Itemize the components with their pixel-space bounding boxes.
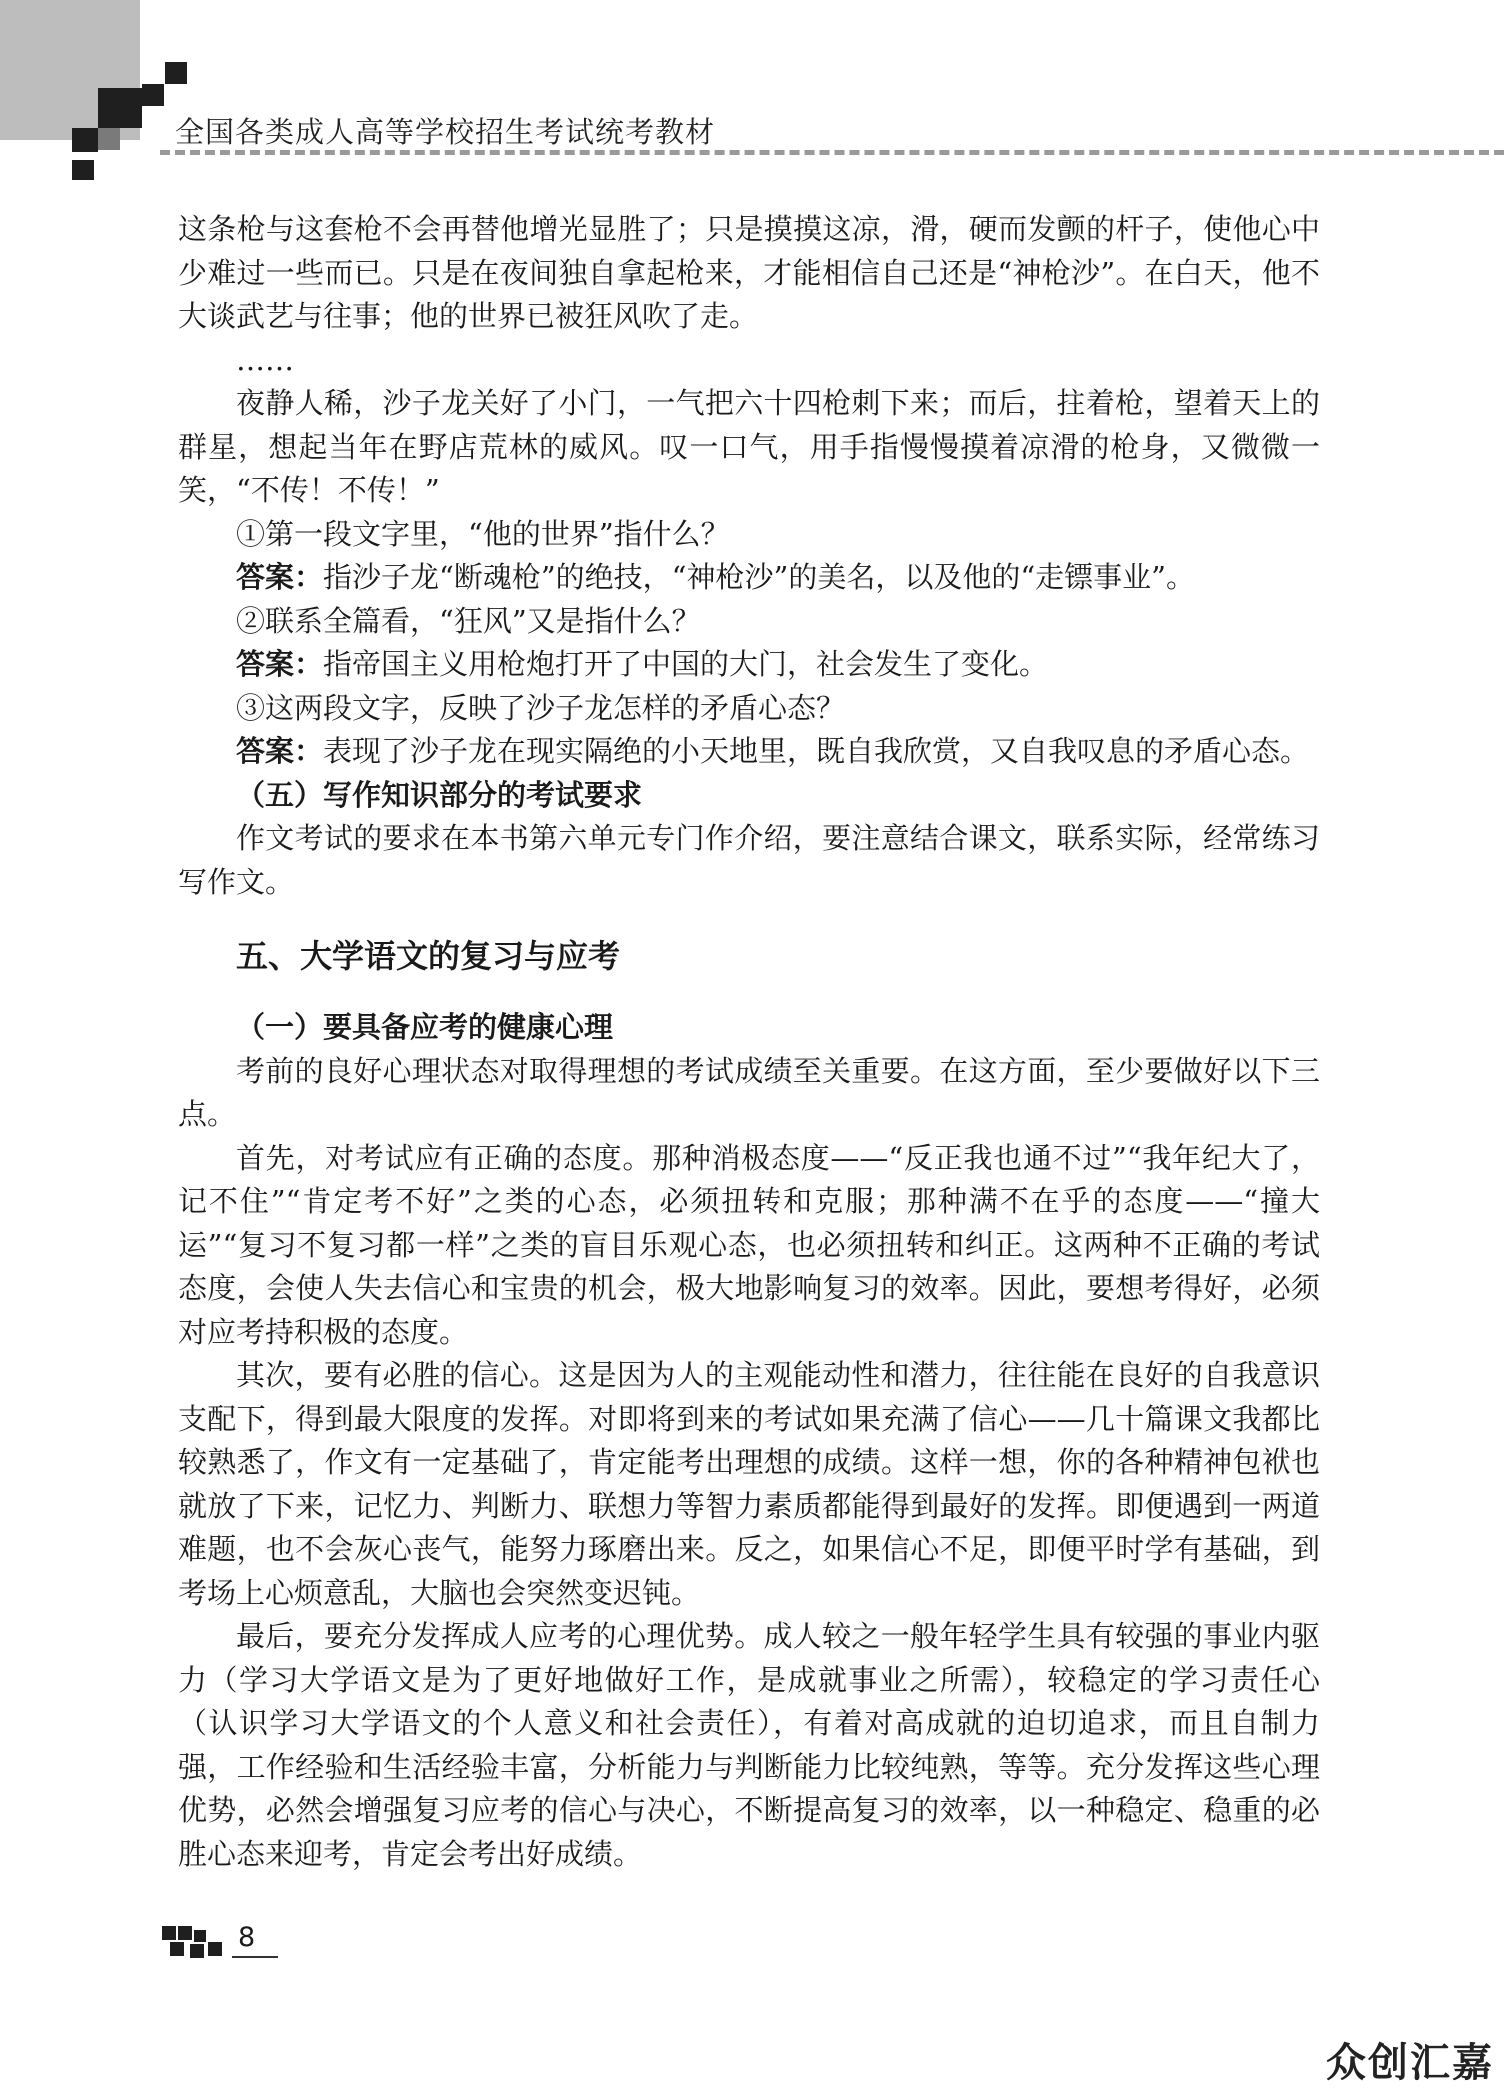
answer [178,730,1320,774]
header-title: 全国各类成人高等学校招生考试统考教材 [175,115,716,149]
answer [178,556,1320,600]
paragraph: 最后，要充分发挥成人应考的心理优势。成人较之一般年轻学生具有较强的事业内驱力（学习大学语文是为了更好地做好工作，是成就事业之所需），较稳定的学习责任心（认识学习大学语文的个人意义和社会责任），有着对高成就的迫切追求，而且自制力强，工作经验和生活经验丰富，分析能力与判断能力比较纯熟，等等。充分发挥这些心理优势，必然会增强复习应考的信心与决心，不断提高复习的效率，以一种稳定、稳重的必胜心态来迎考，肯定会考出好成绩。 [178,1619,1320,1871]
answer-label: 答案： [236,647,324,681]
paragraph: 这条枪与这套枪不会再替他增光显胜了；只是摸摸这凉，滑，硬而发颤的杆子，使他心中少难过一些而已。只是在夜间独自拿起枪来，才能相信自己还是“神枪沙”。在白天，他不大谈武艺与往事；他的世界已被狂风吹了走。 [178,212,1320,333]
ellipsis: …… [236,342,294,377]
paragraph: 考前的良好心理状态对取得理想的考试成绩至关重要。在这方面，至少要做好以下三点。 [178,1053,1320,1131]
decor-square [190,1944,204,1958]
paragraph: 夜静人稀，沙子龙关好了小门，一气把六十四枪刺下来；而后，拄着枪，望着天上的群星，想起当年在野店荒林的威风。叹一口气，用手指慢慢摸着凉滑的枪身，又微微一笑，“不传！不传！” [178,386,1320,507]
watermark: 众创汇嘉 [1326,2040,1494,2086]
decor-square [208,1942,222,1956]
question: ①第一段文字里，“他的世界”指什么？ [236,516,730,551]
decor-square [98,128,120,150]
decor-square [194,1930,206,1942]
question: ②联系全篇看，“狂风”又是指什么？ [236,603,701,638]
decor-square [72,128,98,152]
decor-square [142,84,164,106]
subsection-heading: （一）要具备应考的健康心理 [236,1010,614,1044]
decor-square [170,1942,184,1956]
footer-divider [232,1956,278,1958]
decor-square [178,1926,192,1940]
decor-square [165,62,187,84]
answer-text: 指帝国主义用枪炮打开了中国的大门，社会发生了变化。 [323,647,1049,681]
paragraph: 作文考试的要求在本书第六单元专门作介绍，要注意结合课文，联系实际，经常练习写作文。 [178,821,1320,899]
header-divider [160,150,1504,155]
subsection-heading: （五）写作知识部分的考试要求 [236,777,643,812]
answer [178,643,1320,687]
paragraph: 其次，要有必胜的信心。这是因为人的主观能动性和潜力，往往能在良好的自我意识支配下，得到最大限度的发挥。对即将到来的考试如果充满了信心——几十篇课文我都比较熟悉了，作文有一定基础了，肯定能考出理想的成绩。这样一想，你的各种精神包袱也就放了下来，记忆力、判断力、联想力等智力素质都能得到最好的发挥。即便遇到一两道难题，也不会灰心丧气，能努力琢磨出来。反之，如果信心不足，即便平时学有基础，到考场上心烦意乱，大脑也会突然变迟钝。 [178,1358,1320,1610]
decor-square [72,160,94,180]
section-heading: 五、大学语文的复习与应考 [236,937,621,975]
answer-label: 答案： [236,560,324,594]
decor-square [98,88,142,128]
answer-text: 表现了沙子龙在现实隔绝的小天地里，既自我欣赏，又自我叹息的矛盾心态。 [323,734,1310,768]
page-body [178,208,1320,1876]
answer-label: 答案： [236,734,324,768]
decor-square [162,1926,176,1940]
paragraph: 首先，对考试应有正确的态度。那种消极态度——“反正我也通不过”“我年纪大了，记不住”“肯定考不好”之类的心态，必须扭转和克服；那种满不在乎的态度——“撞大运”“复习不复习都一样”之类的盲目乐观心态，也必须扭转和纠正。这两种不正确的考试态度，会使人失去信心和宝贵的机会，极大地影响复习的效率。因此，要想考得好，必须对应考持积极的态度。 [178,1140,1320,1349]
question: ③这两段文字，反映了沙子龙怎样的矛盾心态？ [236,690,846,725]
page-number: 8 [238,1922,256,1953]
answer-text: 指沙子龙“断魂枪”的绝技，“神枪沙”的美名，以及他的“走镖事业”。 [323,560,1195,594]
